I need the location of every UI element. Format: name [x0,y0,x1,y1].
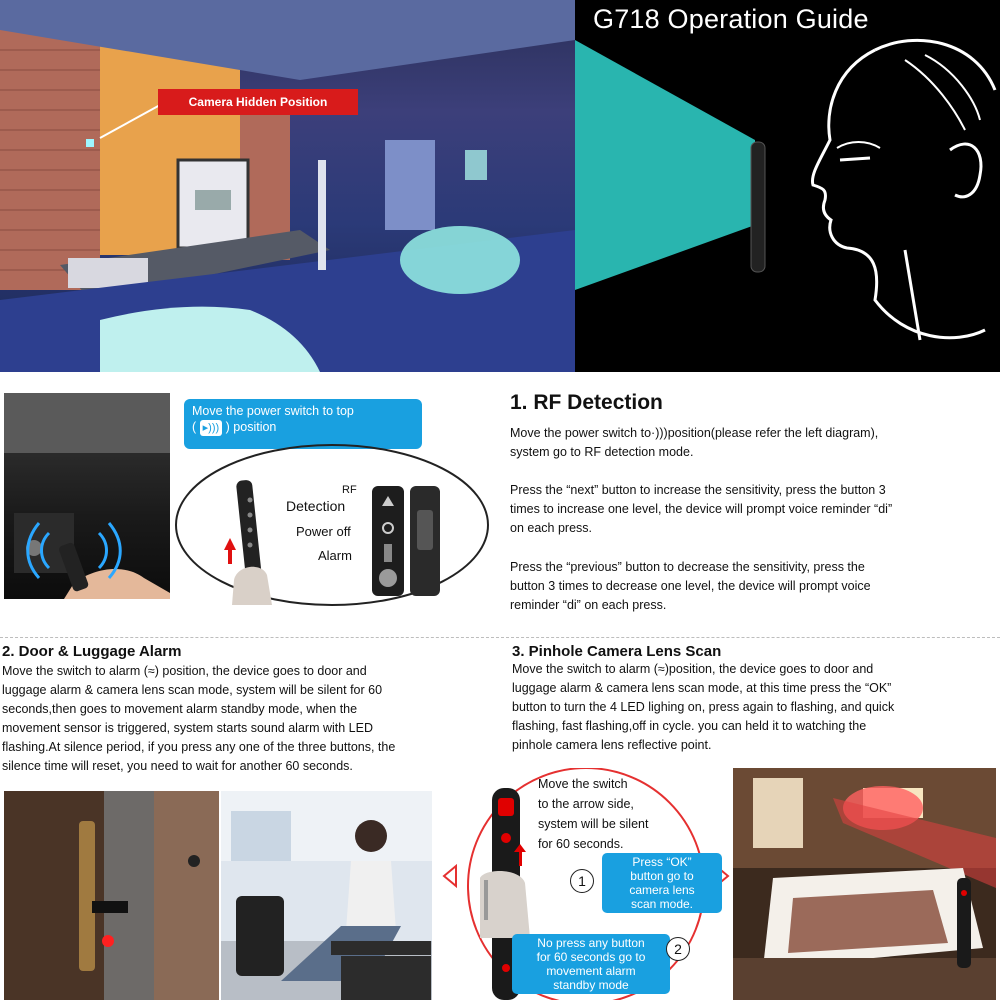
rf-device-diagram [172,440,492,610]
detection-beam [575,40,755,290]
camera-hidden-position-tag: Camera Hidden Position [158,89,358,115]
note-line: Move the switch [538,777,628,791]
para-line: pinhole camera lens reflective point. [512,738,712,752]
note-line: system will be silent [538,817,649,831]
para-line: flashing, fast flashing,off in cycle. you can held it to watching the [512,719,867,733]
pinhole-heading: 3. Pinhole Camera Lens Scan [512,643,722,660]
callout-line: Move the power switch to top [192,404,354,418]
section-divider [0,637,1000,638]
luggage-photo [221,791,432,1000]
para-line: reminder “di” on each press. [510,598,667,612]
para-line: on each press. [510,521,592,535]
callout-line: standby mode [553,978,629,992]
rf-paragraph-2 [510,481,995,538]
rf-signal-icon: ▸))) [200,420,223,436]
para-line: flashing.At silence period, if you press any one of the three buttons, the [2,740,396,754]
callout-position: ) position [225,420,277,434]
label-rf: RF [342,484,357,496]
rf-photo [4,393,170,599]
hero-banner [0,0,1000,372]
move-switch-note [538,774,698,854]
para-line [512,660,1000,679]
rf-heading: 1. RF Detection [510,391,663,414]
para-text: position(please refer the left diagram), [667,426,879,440]
para-line: system go to RF detection mode. [510,445,694,459]
bedroom-photo [733,768,996,1000]
step-2-callout [512,934,670,994]
note-line: for 60 seconds. [538,837,624,851]
door-photo [4,791,219,1000]
para-line: times to increase one level, the device will prompt voice reminder “di” [510,502,893,516]
callout-line: camera lens [629,883,695,897]
para-line: Press the “previous” button to decrease the sensitivity, press the [510,560,865,574]
para-text: ) position, the device goes to door and [154,664,367,678]
callout-line: movement alarm [546,964,636,978]
face-diagram-panel [575,0,1000,372]
step-1-number: 1 [570,869,594,893]
para-text: Move the switch to alarm ( [512,662,658,676]
hotel-room-scene [0,0,575,372]
brick-wall [0,30,100,290]
step-1-callout [602,853,722,913]
callout-line [192,419,414,436]
para-line: luggage alarm & camera lens scan mode, system will be silent for 60 [2,683,383,697]
pinhole-paragraph [512,660,1000,755]
para-text: Move the power switch to [510,426,652,440]
label-power-off: Power off [296,524,351,539]
para-line: Press the “next” button to increase the sensitivity, press the button 3 [510,483,886,497]
callout-paren: ( [192,420,197,434]
callout-line: scan mode. [630,897,694,911]
para-line: button 3 times to decrease one level, the device will prompt voice [510,579,871,593]
callout-line: button go to [630,869,694,883]
para-line: movement sensor is triggered, system starts sound alarm with LED [2,721,373,735]
callout-line: Press “OK” [632,855,692,869]
step-2-number: 2 [666,937,690,961]
para-line: seconds,then goes to movement alarm standby mode, when the [2,702,358,716]
callout-line: No press any button [537,936,645,950]
detector-device [751,142,765,272]
alarm-icon: ≈ [147,664,155,678]
callout-line: for 60 seconds go to [536,950,646,964]
pinhole-device-diagram [440,768,732,1000]
page-title: G718 Operation Guide [593,4,869,34]
rf-paragraph-3 [510,558,995,615]
para-text: )position, the device goes to door and [664,662,874,676]
alarm-icon: ≈ [657,662,665,676]
para-line: luggage alarm & camera lens scan mode, at this time press the “OK” [512,681,892,695]
note-line: to the arrow side, [538,797,634,811]
para-line: button to turn the 4 LED lighing on, press again to flashing, and quick [512,700,895,714]
face-outline [812,50,985,338]
door-paragraph [2,662,502,776]
label-alarm: Alarm [318,548,352,563]
para-line [2,662,502,681]
rf-paragraph-1 [510,424,995,462]
para-line: silence time will reset, you need to wait for another 60 seconds. [2,759,353,773]
para-text: Move the switch to alarm ( [2,664,148,678]
rf-signal-icon: ·))) [651,426,668,440]
door-heading: 2. Door & Luggage Alarm [2,643,182,660]
label-detection: Detection [286,498,346,514]
para-line [510,424,995,443]
